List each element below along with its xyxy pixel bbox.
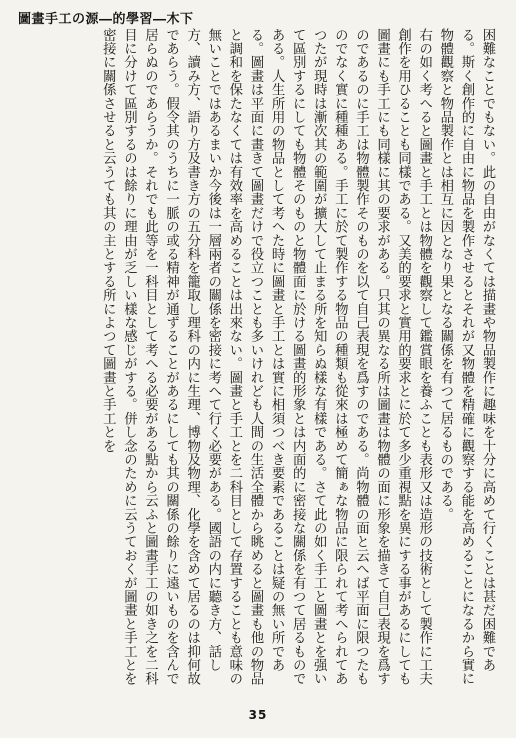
running-head: 圖畫手工の源―的學習―木下: [18, 12, 194, 27]
body-text: [22, 28, 498, 698]
page-number: 35: [248, 708, 268, 722]
paragraph: 右の如く考へると圖畫と手工とは物體を觀察して鑑賞眼を養ふことも表形又は造形の技術として製作に工夫創作を用ひることも同樣である。又美的要求と實用的要求とに於て多少重視點を異にする事があるにしても圖畫にも手工にも同樣に其の要求がある。只其の異なる所は圖畫は物體の面に形象を描きて自己表現を爲すのであるのに手工は物體製作そのものを以て自己表現を爲すのである。尚物體の面と云へば平面に限つたものでなく實に種種ある。手工に於て製作する物品の種類も從來は極めて簡ぁな物品に限られて考へられてあつたが現時は漸次其の範圍が擴大して止まる所を知らぬ樣な有樣である。さて此の如く手工と圖畫とを强いて區別するにしても物體そのものと物體面に於ける圖畫的形象とは内面的に密接な關係を有つて居るものである。人生所用の物品として考へた時に圖畫と手工とは實に相須つべき要素であることは疑の無い所である。圖畫は平面に畫きて圖畫だけで役立つことも多いけれども人間の生活全體から眺めると圖畫も他の物品と調和を保たなくては有效率を高めることは出來ない。圖畫と手工とを二科目として存置することも意味の無いことではあるまいか今後は一層兩者の關係を密接に考へて行く必要がある。國語の内に聽き方、話し方、讀み方、語り方及書き方の五分科を籠取し理科の内に生理、博物及物理、化學を含めて居るのは抑何故であらう。假令其のうちに一脈の或る精神が通ずることがあるにしても其の關係の餘りに遠いものを含んで居らぬのであらうか。それでも此等を一科目として考へる必要がある點から云ふと圖畫手工の如き之を二科目に分けて區別するのは餘りに理由が乏しい樣な感じがする。併し念のために云うておくが圖畫と手工とを密接に關係させると云うても其の主とする所によつて圖畫と手工とを: [100, 28, 432, 686]
paragraph: 困難なことでもない。此の自由がなくては描畫や物品製作に趣味を十分に高めて行くことは甚だ困難である。斯く創作的に自由に物品を製作させるとそれが又物體を精確に觀察する能を高めることになるから實に物體觀察と物品製作とは相互に因となり果となる關係を有つて居るものである。: [437, 28, 495, 686]
